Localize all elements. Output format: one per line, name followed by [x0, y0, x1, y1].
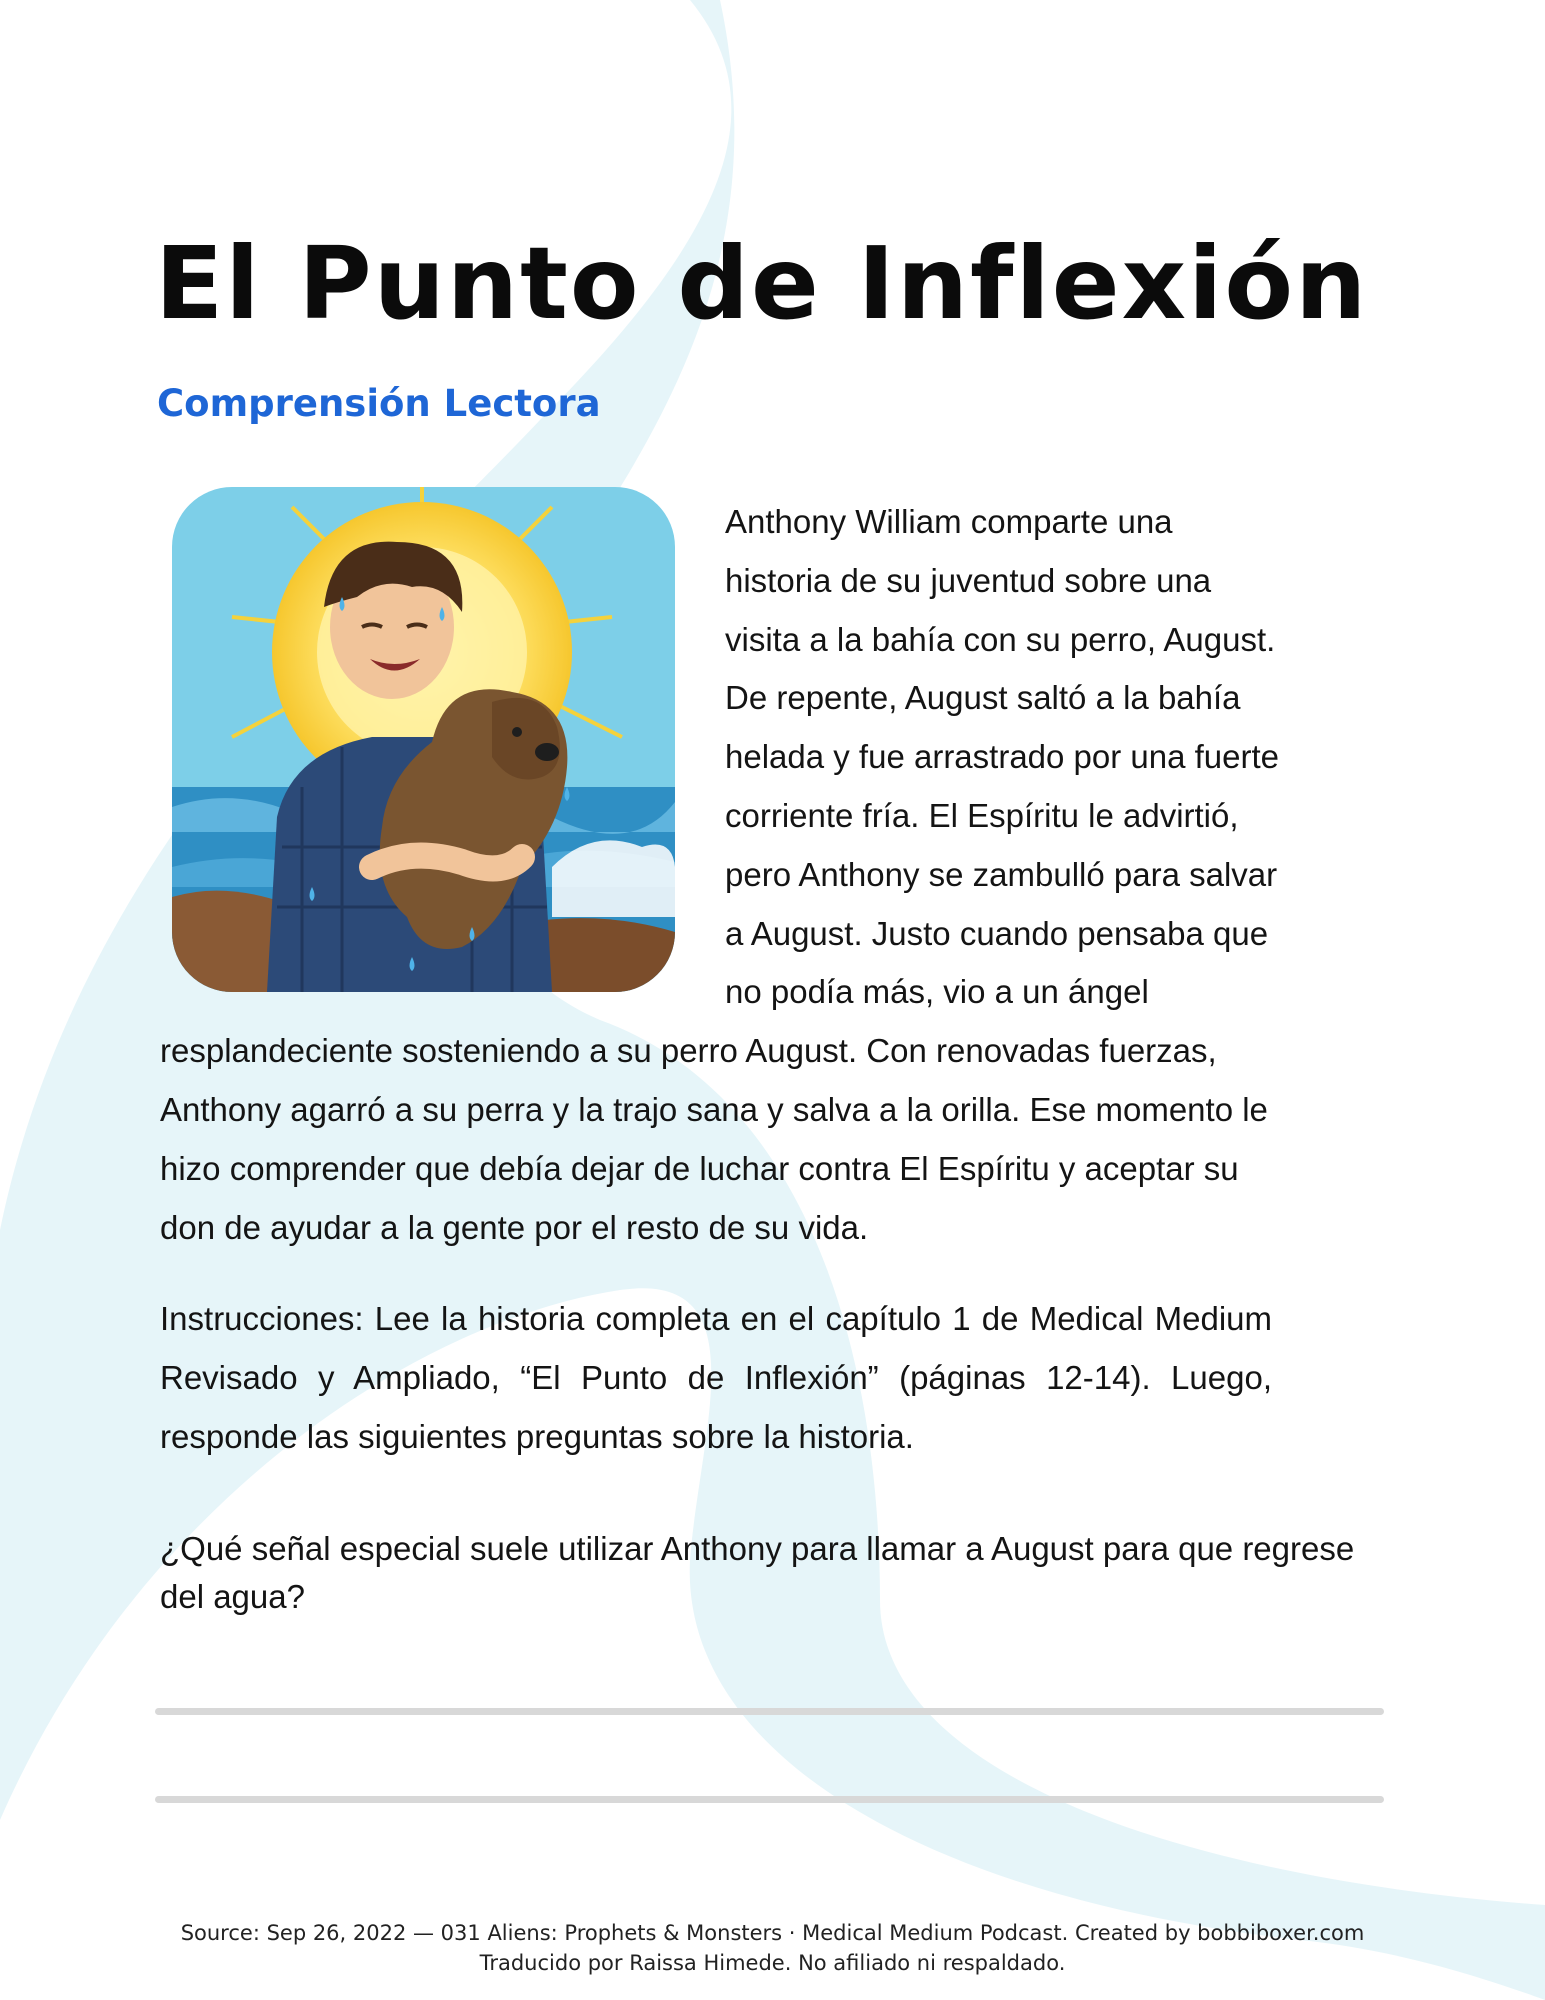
footer-credit: Traducido por Raissa Himede. No afiliado ni respaldado. — [479, 1951, 1066, 1975]
story-text: Anthony William comparte una historia de su juventud sobre una visita a la bahía con su perro, August. De repente, August saltó a la bahía helada y fue arrastrado por una fuerte corriente fría. El Espíritu le advirtió, pero Anthony se zambulló para salvar a August. Justo cuando pensaba que no podía más, vio a un ángel resplandeciente sosteniendo a su perro August. Con renovadas fuerzas, Anthony agarró a su perra y la trajo sana y salva a la orilla. Ese momento le hizo comprender que debía dejar de luchar contra El Espíritu y aceptar su don de ayudar a la gente por el resto de su vida. — [160, 503, 1280, 1246]
answer-line[interactable] — [155, 1796, 1384, 1803]
story-image-spacer — [160, 493, 725, 1018]
answer-line[interactable] — [155, 1708, 1384, 1715]
footer — [0, 1918, 1545, 1978]
footer-source: Source: Sep 26, 2022 — 031 Aliens: Prophets & Monsters · Medical Medium Podcast. Created by bobbiboxer.com — [180, 1921, 1365, 1945]
instructions-paragraph: Instrucciones: Lee la historia completa en el capítulo 1 de Medical Medium Revisado y Ampliado, “El Punto de Inflexión” (páginas 12-14). Luego, responde las siguientes preguntas sobre la historia. — [160, 1300, 1272, 1455]
page-title: El Punto de Inflexión — [155, 225, 1369, 342]
story-paragraph — [160, 493, 1285, 1257]
question-text: ¿Qué señal especial suele utilizar Anthony para llamar a August para que regrese del agua? — [160, 1530, 1355, 1615]
page-subtitle: Comprensión Lectora — [157, 382, 601, 425]
